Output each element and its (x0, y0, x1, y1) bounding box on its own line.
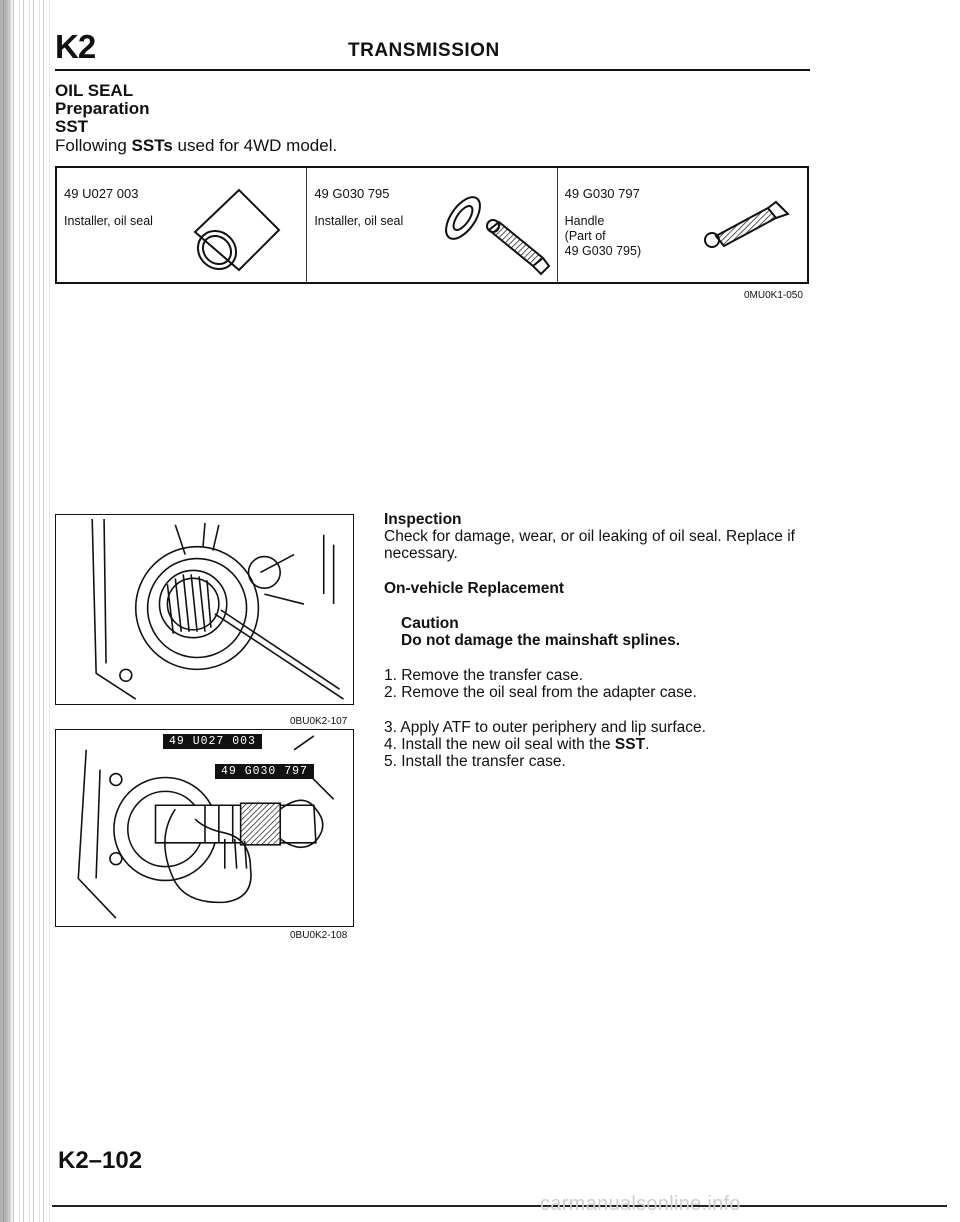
sst-name: Installer, oil seal (314, 214, 404, 228)
sst-table (55, 166, 809, 284)
caution-title: Caution (401, 615, 459, 632)
step-1: 1. Remove the transfer case. (384, 667, 584, 684)
sst-cell-3 (558, 168, 807, 282)
intro-text: Following SSTs used for 4WD model. (55, 136, 338, 155)
installer-kit-illustration (437, 186, 557, 278)
intro-bold: SSTs (131, 136, 173, 155)
watermark: carmanualsonline.info (540, 1193, 741, 1215)
sst-number: 49 G030 795 (314, 186, 390, 201)
step-5: 5. Install the transfer case. (384, 753, 566, 770)
figure-oil-seal-removal (55, 514, 354, 705)
replacement-heading: On-vehicle Replacement (384, 580, 565, 597)
caution-text: Do not damage the mainshaft splines. (401, 632, 681, 649)
section-code: K2 (55, 28, 96, 65)
sst-figure-code: 0MU0K1-050 (744, 290, 803, 301)
step-2: 2. Remove the oil seal from the adapter case. (384, 684, 697, 701)
procedure-text (384, 511, 814, 770)
sst-name: Handle (Part of 49 G030 795) (564, 214, 642, 258)
section-heading (55, 82, 149, 136)
sst-cell-2 (307, 168, 557, 282)
oil-seal-installation-drawing (56, 730, 353, 926)
sst-name: Installer, oil seal (64, 214, 153, 228)
figure-code: 0BU0K2-108 (290, 930, 348, 941)
page-number: K2–102 (58, 1147, 143, 1174)
subsection-title: Preparation (55, 99, 150, 118)
oil-seal-removal-drawing (56, 515, 353, 704)
sst-cell-1 (57, 168, 307, 282)
caution-block (384, 615, 814, 649)
step-4: 4. Install the new oil seal with the SST. (384, 736, 650, 753)
sst-number: 49 G030 797 (564, 186, 640, 201)
footer-rule (52, 1205, 947, 1207)
figure-code: 0BU0K2-107 (290, 716, 348, 727)
installer-sleeve-illustration (187, 182, 287, 272)
handle-illustration (698, 196, 798, 256)
figure-oil-seal-installation (55, 729, 354, 927)
step-3: 3. Apply ATF to outer periphery and lip surface. (384, 719, 706, 736)
page-title: TRANSMISSION (348, 40, 500, 61)
callout-installer: 49 U027 003 (163, 734, 262, 749)
subsubsection-title: SST (55, 117, 89, 136)
header-rule (55, 69, 810, 71)
scan-binding-edge (0, 0, 52, 1222)
section-title: OIL SEAL (55, 81, 134, 100)
inspection-text: Check for damage, wear, or oil leaking of oil seal. Replace if necessary. (384, 528, 795, 562)
sst-number: 49 U027 003 (64, 186, 139, 201)
callout-handle: 49 G030 797 (215, 764, 314, 779)
inspection-heading: Inspection (384, 511, 462, 528)
